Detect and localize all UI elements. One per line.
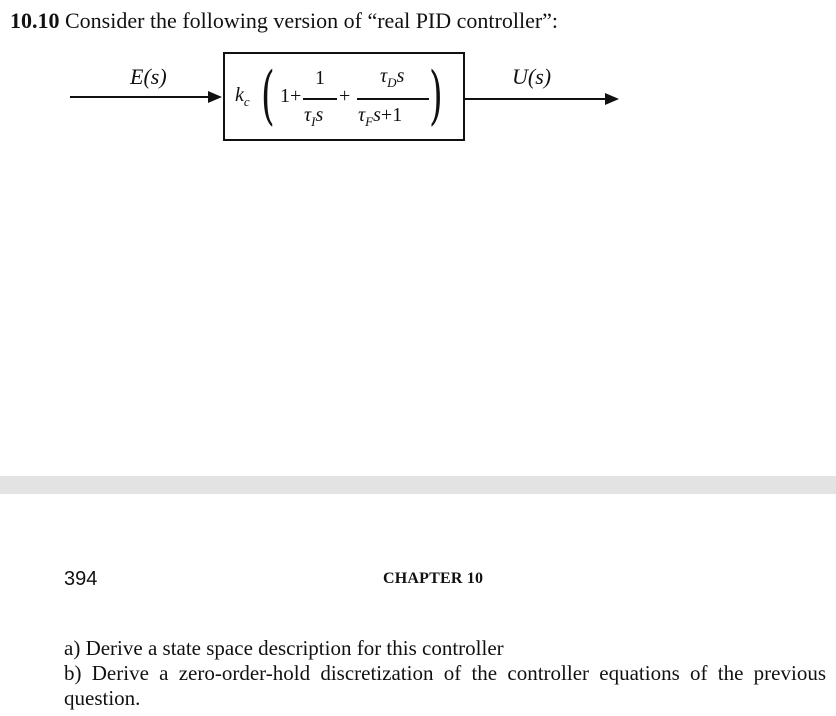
one-plus: 1+	[280, 85, 302, 107]
input-signal-label: E(s)	[130, 64, 167, 89]
transfer-function	[225, 54, 467, 143]
input-arrow-line	[70, 96, 210, 98]
right-paren: )	[429, 59, 443, 133]
output-arrow-head	[605, 93, 619, 105]
gain: $k_c$	[235, 84, 250, 109]
problem-text: Consider the following version of “real PID controller”:	[59, 8, 559, 33]
page-number: 394	[64, 568, 98, 590]
problem-number: 10.10	[10, 8, 60, 33]
input-arrow-head	[208, 91, 222, 103]
controller-block	[223, 52, 465, 141]
question-list	[64, 636, 826, 711]
chapter-label: CHAPTER 10	[383, 570, 484, 587]
integral-denominator: $\tau_Is$	[304, 104, 324, 129]
plus-sign: +	[339, 85, 351, 107]
question-b: b) Derive a zero-order-hold discretization of the controller equations of the previous question.	[64, 661, 826, 710]
block-diagram	[0, 0, 836, 160]
question-a: a) Derive a state space description for this controller	[64, 636, 504, 660]
derivative-numerator: $\tau_Ds$	[380, 65, 405, 90]
left-paren: (	[261, 59, 275, 133]
derivative-fraction-bar	[357, 98, 429, 100]
derivative-denominator: $\tau_Fs+1$	[358, 104, 403, 129]
output-signal-label: U(s)	[512, 64, 552, 89]
page-separator	[0, 476, 836, 494]
integral-numerator: 1	[315, 67, 325, 89]
output-arrow-line	[465, 98, 607, 100]
integral-fraction-bar	[303, 98, 337, 100]
